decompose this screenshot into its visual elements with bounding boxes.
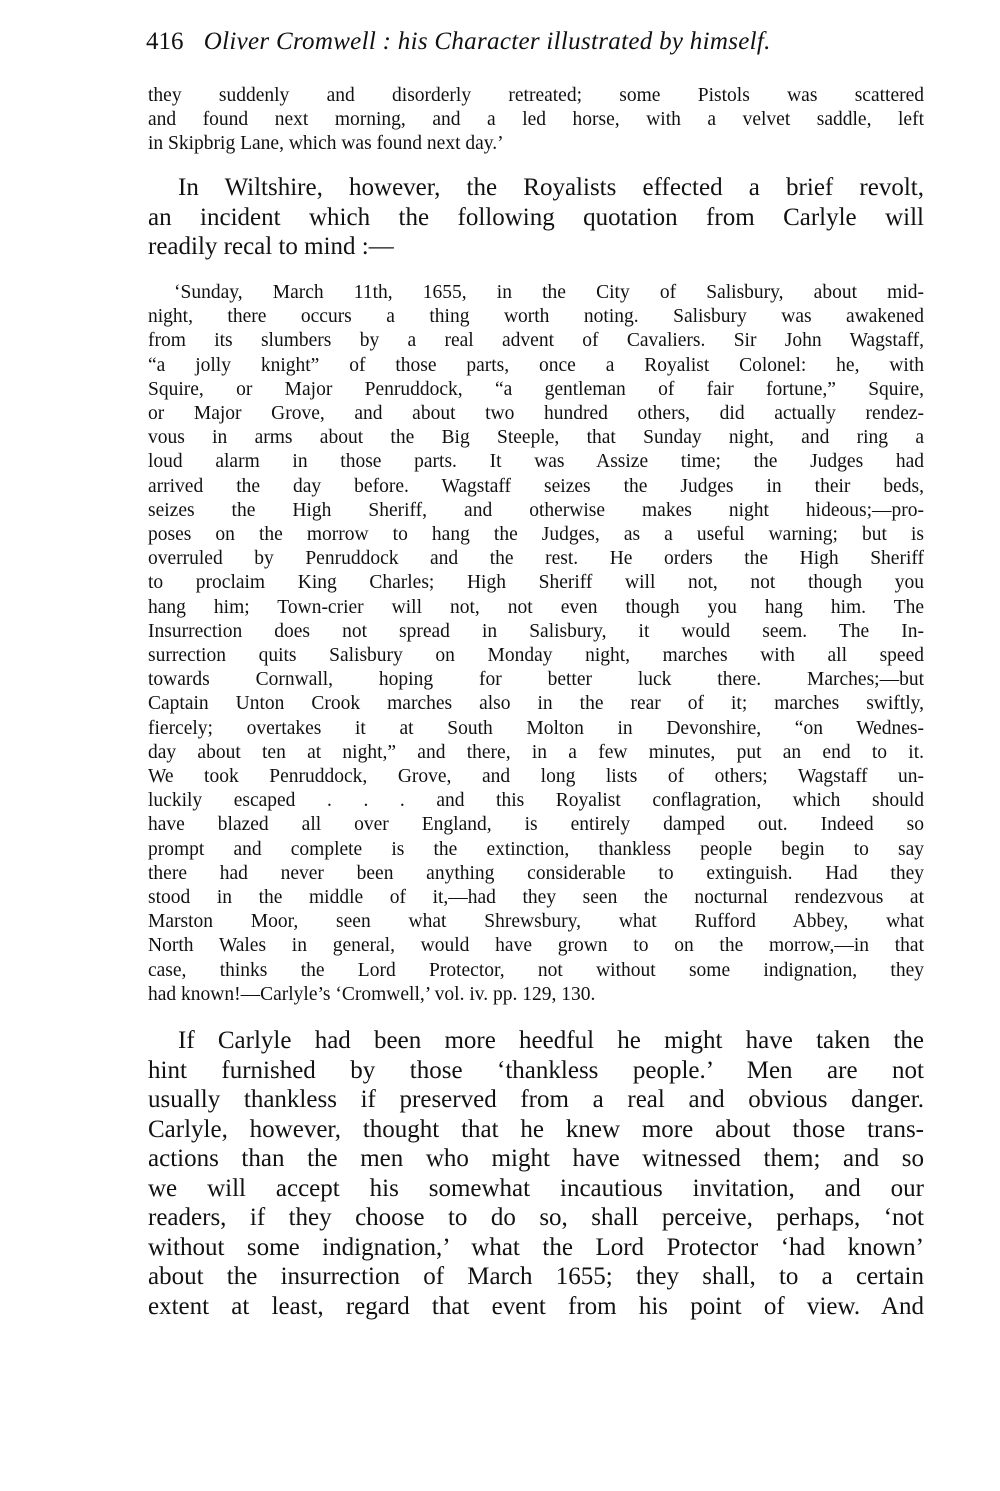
text-line: In Wiltshire, however, the Royalists effected a brief revolt, xyxy=(178,174,924,201)
text-line: Squire, or Major Penruddock, “a gentleman of fair fortune,” Squire, xyxy=(148,378,924,400)
text-line: readers, if they choose to do so, shall perceive, perhaps, ‘not xyxy=(148,1204,924,1231)
text-line: fiercely; overtakes it at South Molton in Devonshire, “on Wednes- xyxy=(148,717,924,739)
text-line: to proclaim King Charles; High Sheriff will not, not though you xyxy=(148,572,924,594)
text-line: We took Penruddock, Grove, and long lists of others; Wagstaff un- xyxy=(148,766,924,788)
text-line: hint furnished by those ‘thankless people.’ Men are not xyxy=(148,1056,924,1084)
text-line: ‘Sunday, March 11th, 1655, in the City of Salisbury, about mid- xyxy=(174,282,924,303)
text-line: If Carlyle had been more heedful he might have taken the xyxy=(178,1027,924,1054)
text-line: in Skipbrig Lane, which was found next day.’ xyxy=(148,133,504,155)
text-line: they suddenly and disorderly retreated; some Pistols was scattered xyxy=(148,85,924,106)
text-line: and found next morning, and a led horse, with a velvet saddle, left xyxy=(148,109,924,131)
text-line: usually thankless if preserved from a real and obvious danger. xyxy=(148,1086,924,1113)
text-line: have blazed all over England, is entirely damped out. Indeed so xyxy=(148,814,924,836)
text-line: poses on the morrow to hang the Judges, as a useful warning; but is xyxy=(148,524,924,546)
text-line: an incident which the following quotation from Carlyle will xyxy=(148,203,924,231)
text-line: luckily escaped . . . and this Royalist conflagration, which should xyxy=(148,790,924,812)
text-line: North Wales in general, would have grown to on the morrow,—in that xyxy=(148,935,924,957)
quote-continuation xyxy=(148,84,924,157)
text-line: seizes the High Sheriff, and otherwise makes night hideous;—pro- xyxy=(148,499,924,521)
body-paragraph xyxy=(148,173,924,262)
text-line: overruled by Penruddock and the rest. He orders the High Sheriff xyxy=(148,548,924,570)
text-line: without some indignation,’ what the Lord Protector ‘had known’ xyxy=(148,1233,924,1261)
text-line: actions than the men who might have witnessed them; and so xyxy=(148,1145,924,1172)
text-line: day about ten at night,” and there, in a few minutes, put an end to it. xyxy=(148,741,924,763)
text-line: prompt and complete is the extinction, thankless people begin to say xyxy=(148,838,924,860)
text-line: we will accept his somewhat incautious invitation, and our xyxy=(148,1174,924,1202)
text-line: arrived the day before. Wagstaff seizes the Judges in their beds, xyxy=(148,475,924,497)
body-paragraph xyxy=(148,1026,924,1321)
text-line: extent at least, regard that event from his point of view. And xyxy=(148,1292,924,1320)
text-line: had known!—Carlyle’s ‘Cromwell,’ vol. iv. pp. 129, 130. xyxy=(148,983,596,1005)
text-line: case, thinks the Lord Protector, not without some indignation, they xyxy=(148,959,924,981)
text-line: surrection quits Salisbury on Monday night, marches with all speed xyxy=(148,645,924,667)
text-line: vous in arms about the Big Steeple, that Sunday night, and ring a xyxy=(148,427,924,449)
text-line: Carlyle, however, thought that he knew more about those trans- xyxy=(148,1115,924,1143)
text-line: stood in the middle of it,—had they seen the nocturnal rendezvous at xyxy=(148,887,924,909)
text-line: there had never been anything considerable to extinguish. Had they xyxy=(148,862,924,884)
text-line: loud alarm in those parts. It was Assize time; the Judges had xyxy=(148,451,924,473)
text-line: towards Cornwall, hoping for better luck there. Marches;—but xyxy=(148,669,924,691)
running-title: Oliver Cromwell : his Character illustrated by himself. xyxy=(203,28,771,55)
text-line: “a jolly knight” of those parts, once a Royalist Colonel: he, with xyxy=(148,354,924,376)
text-line: readily recal to mind :— xyxy=(148,233,394,260)
text-line: from its slumbers by a real advent of Cavaliers. Sir John Wagstaff, xyxy=(148,330,924,352)
text-line: or Major Grove, and about two hundred others, did actually rendez- xyxy=(148,403,924,425)
text-line: night, there occurs a thing worth noting. Salisbury was awakened xyxy=(148,306,924,328)
text-line: Insurrection does not spread in Salisbury, it would seem. The In- xyxy=(148,620,924,642)
text-line: Captain Unton Crook marches also in the rear of it; marches swiftly, xyxy=(148,693,924,715)
text-line: Marston Moor, seen what Shrewsbury, what Rufford Abbey, what xyxy=(148,911,924,933)
page-number: 416 xyxy=(146,28,184,55)
text-line: about the insurrection of March 1655; they shall, to a certain xyxy=(148,1263,924,1290)
running-header xyxy=(146,28,926,56)
text-line: hang him; Town-crier will not, not even though you hang him. The xyxy=(148,596,924,618)
block-quote xyxy=(148,281,924,1007)
